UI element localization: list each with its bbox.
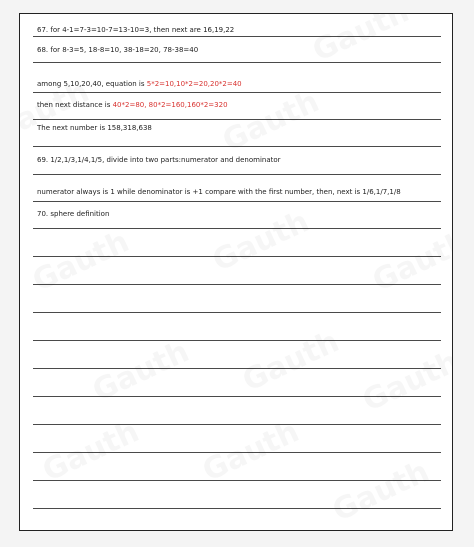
watermark — [307, 13, 414, 69]
note-line-equation — [37, 80, 242, 89]
note-text: 69. 1/2,1/3,1/4,1/5, divide into two parts:numerator and denominator — [37, 156, 281, 164]
note-line-70 — [37, 210, 109, 219]
ruled-line — [33, 340, 441, 341]
ruled-line — [33, 480, 441, 481]
watermark — [327, 454, 434, 529]
note-text: 68. for 8-3=5, 18-8=10, 38-18=20, 78-38=40 — [37, 46, 199, 54]
note-text: then next distance is — [37, 101, 113, 109]
ruled-line — [33, 284, 441, 285]
note-line-68 — [37, 46, 198, 55]
watermark — [357, 344, 453, 419]
ruled-line — [33, 174, 441, 175]
note-text: The next number is 158,318,638 — [37, 124, 152, 132]
ruled-line — [33, 36, 441, 37]
note-text: 70. sphere definition — [37, 210, 110, 218]
highlighted-distance: 40*2=80, 80*2=160,160*2=320 — [112, 101, 228, 109]
watermark — [27, 224, 134, 299]
ruled-line — [33, 119, 441, 120]
note-line-numerator — [37, 188, 401, 197]
ruled-line — [33, 368, 441, 369]
note-text: 67. for 4-1=7-3=10-7=13-10=3, then next are 16,19,22 — [37, 26, 235, 34]
note-text: numerator always is 1 while denominator is +1 compare with the first number, then, next is 1/6,1/7,1/8 — [37, 188, 401, 196]
ruled-line — [33, 228, 441, 229]
highlighted-equation: 5*2=10,10*2=20,20*2=40 — [146, 80, 242, 88]
ruled-line — [33, 312, 441, 313]
note-line-next-number — [37, 124, 152, 133]
watermark — [217, 84, 324, 159]
ruled-line — [33, 146, 441, 147]
ruled-line — [33, 256, 441, 257]
note-line-69 — [37, 156, 281, 165]
ruled-line — [33, 452, 441, 453]
watermark — [237, 324, 344, 399]
notebook-page — [19, 13, 453, 531]
ruled-line — [33, 396, 441, 397]
note-text: among 5,10,20,40, equation is — [37, 80, 147, 88]
watermark — [207, 204, 314, 279]
ruled-line — [33, 424, 441, 425]
ruled-line — [33, 201, 441, 202]
watermark — [87, 334, 194, 409]
ruled-line — [33, 92, 441, 93]
ruled-line — [33, 62, 441, 63]
ruled-line — [33, 508, 441, 509]
watermark — [367, 224, 453, 299]
note-line-distance — [37, 101, 228, 110]
note-line-67 — [37, 26, 234, 35]
